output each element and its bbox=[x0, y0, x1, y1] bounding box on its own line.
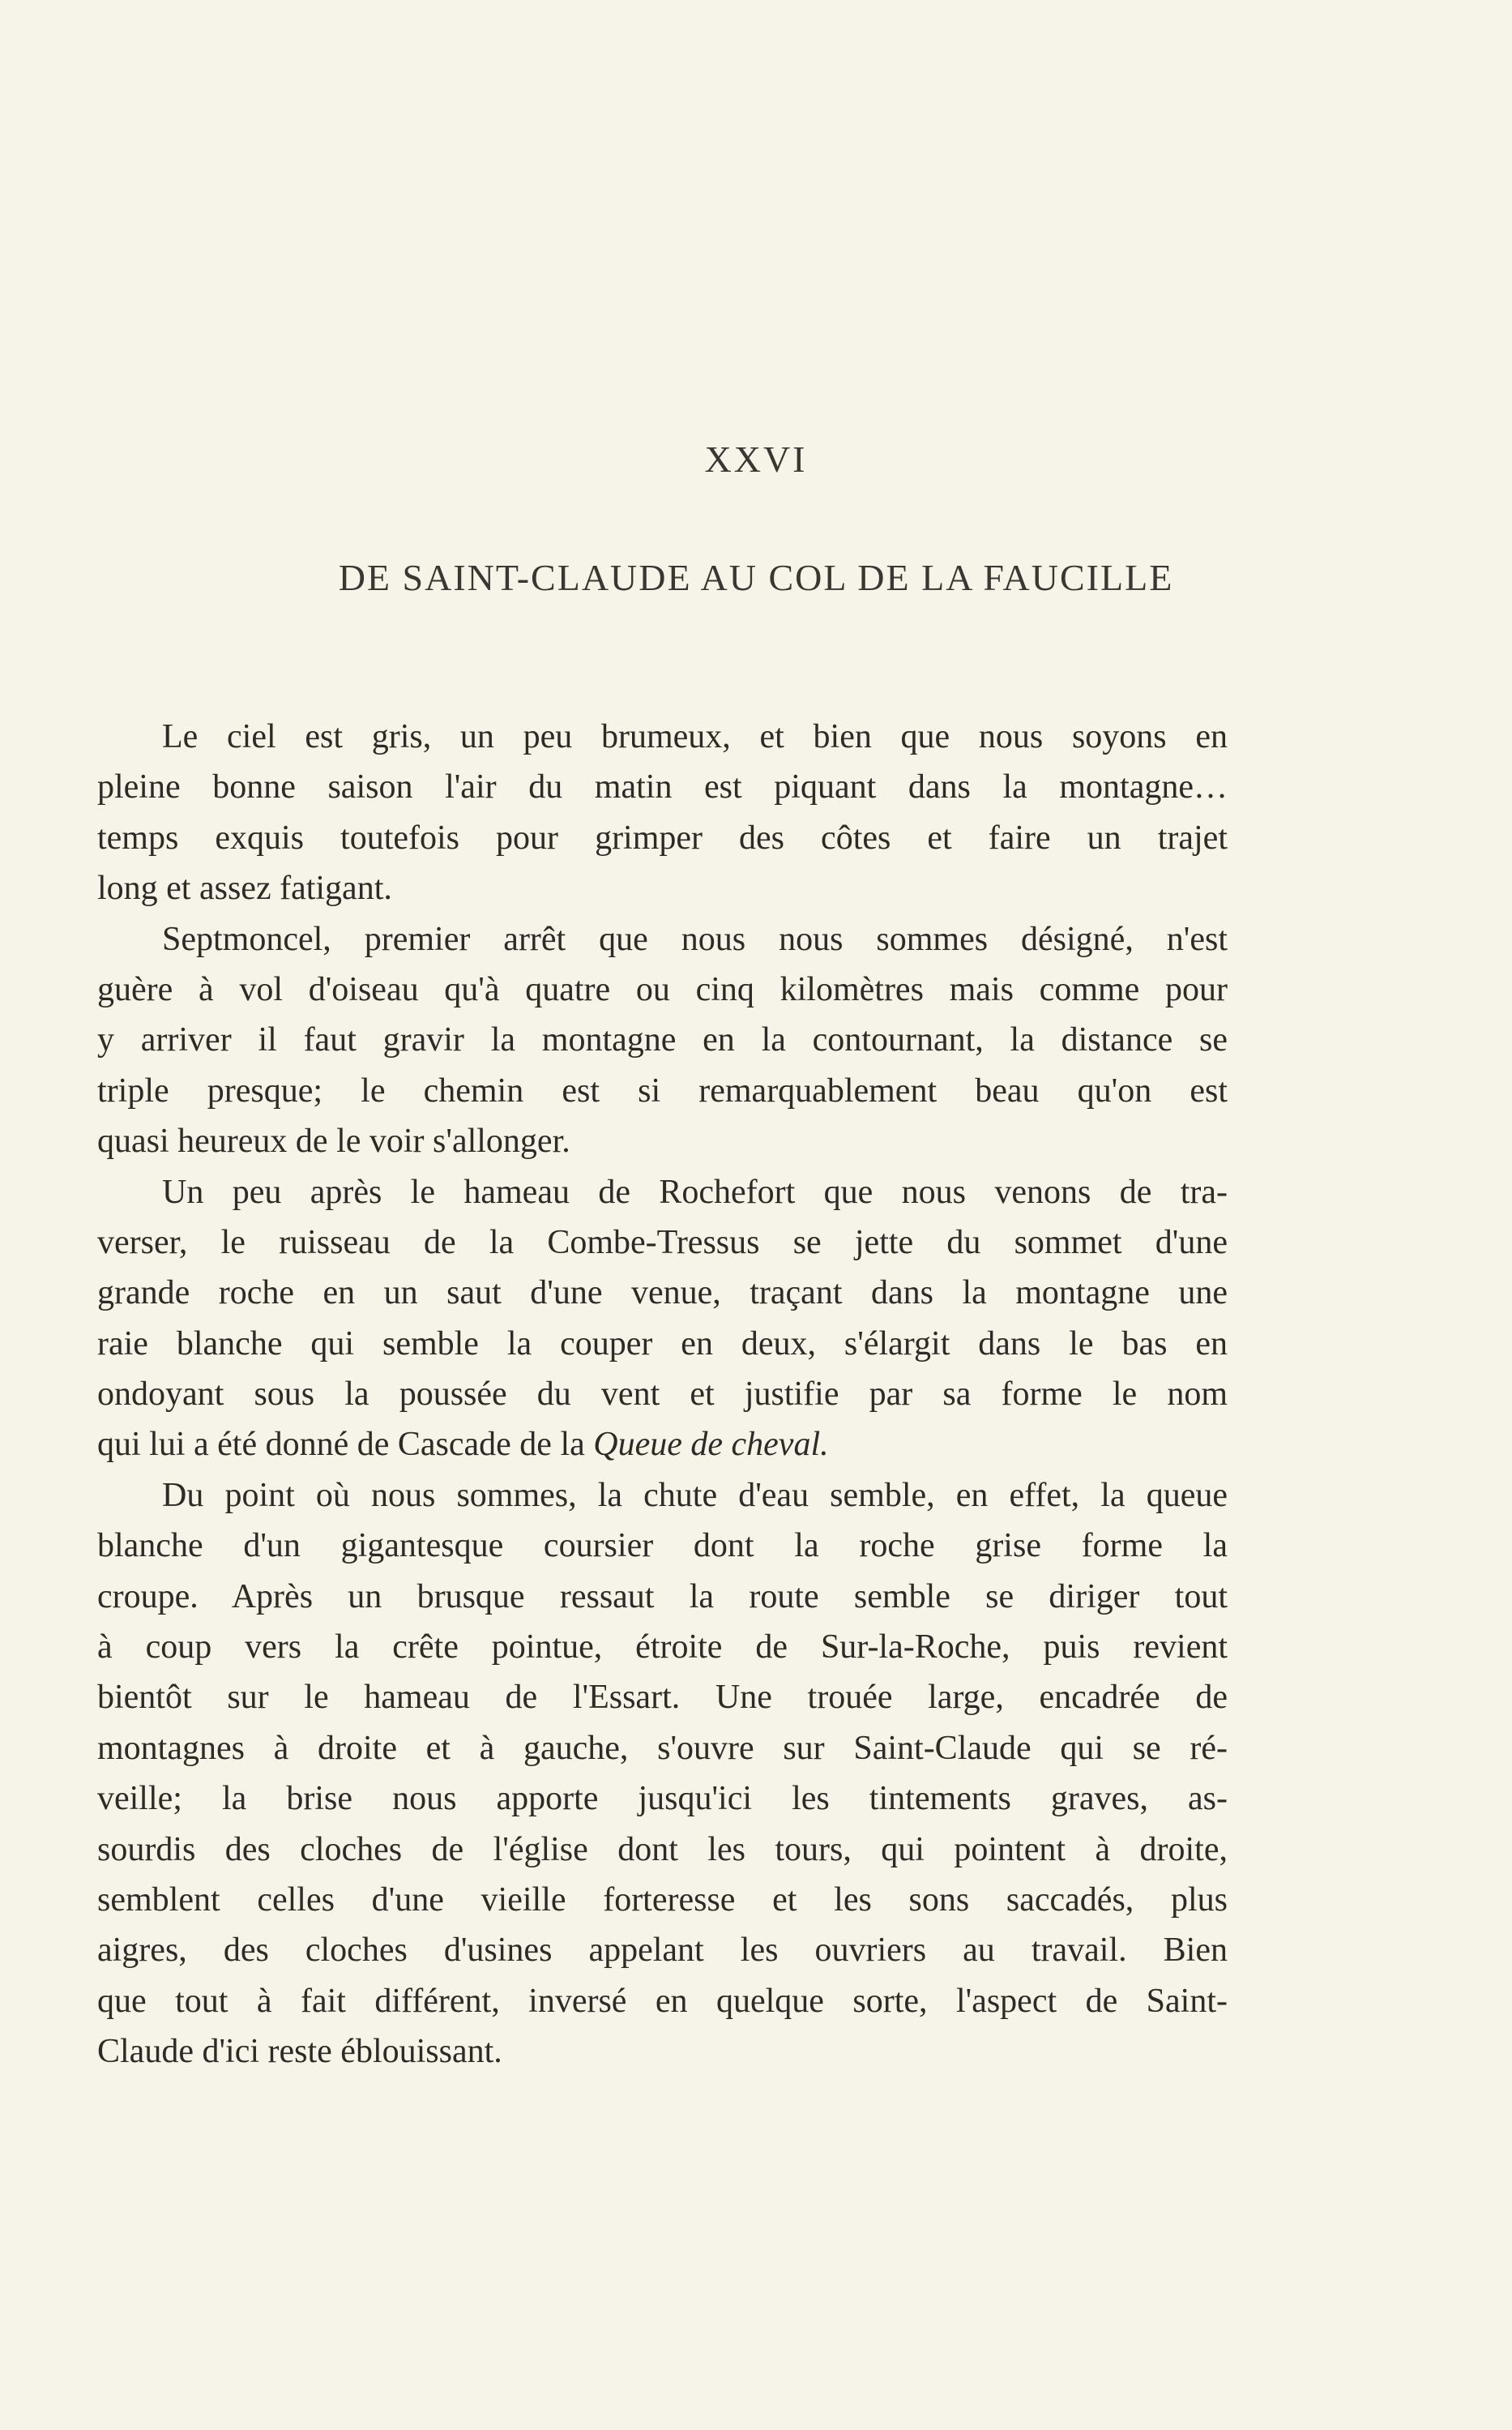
text-line: que tout à fait différent, inversé en quelque sorte, l'aspect de Saint- bbox=[97, 1982, 1228, 2020]
text-line: sourdis des cloches de l'église dont les tours, qui pointent à droite, bbox=[97, 1830, 1228, 1868]
text-line: Septmoncel, premier arrêt que nous nous sommes désigné, n'est bbox=[162, 920, 1228, 958]
text-line: guère à vol d'oiseau qu'à quatre ou cinq kilomètres mais comme pour bbox=[97, 970, 1228, 1008]
text-line: Un peu après le hameau de Rochefort que nous venons de tra- bbox=[162, 1173, 1228, 1211]
italic-title: Queue de cheval. bbox=[593, 1426, 829, 1464]
text-line: Du point où nous sommes, la chute d'eau semble, en effet, la queue bbox=[162, 1476, 1228, 1514]
text-line: veille; la brise nous apporte jusqu'ici les tintements graves, as- bbox=[97, 1780, 1228, 1818]
text-line: aigres, des cloches d'usines appelant les ouvriers au travail. Bien bbox=[97, 1932, 1228, 1970]
text-line: temps exquis toutefois pour grimper des côtes et faire un trajet bbox=[97, 819, 1228, 857]
text-line: quasi heureux de le voir s'allonger. bbox=[97, 1123, 570, 1161]
text-line: blanche d'un gigantesque coursier dont la roche grise forme la bbox=[97, 1527, 1228, 1565]
text-line: semblent celles d'une vieille forteresse et les sons saccadés, plus bbox=[97, 1880, 1228, 1919]
text-line: montagnes à droite et à gauche, s'ouvre sur Saint-Claude qui se ré- bbox=[97, 1729, 1228, 1767]
text-line: grande roche en un saut d'une venue, traçant dans la montagne une bbox=[97, 1274, 1228, 1312]
body-text bbox=[97, 712, 1228, 2077]
text-line: long et assez fatigant. bbox=[97, 870, 392, 908]
text-line: y arriver il faut gravir la montagne en la contournant, la distance se bbox=[97, 1021, 1228, 1059]
text-line: Claude d'ici reste éblouissant. bbox=[97, 2033, 502, 2071]
text-line: à coup vers la crête pointue, étroite de Sur-la-Roche, puis revient bbox=[97, 1628, 1228, 1666]
text-line: raie blanche qui semble la couper en deux, s'élargit dans le bas en bbox=[97, 1324, 1228, 1363]
text-line: bientôt sur le hameau de l'Essart. Une trouée large, encadrée de bbox=[97, 1679, 1228, 1717]
text-line: pleine bonne saison l'air du matin est piquant dans la montagne… bbox=[97, 768, 1228, 806]
chapter-title: DE SAINT-CLAUDE AU COL DE LA FAUCILLE bbox=[338, 557, 1174, 598]
text-line: croupe. Après un brusque ressaut la route semble se diriger tout bbox=[97, 1577, 1228, 1615]
text-line: Le ciel est gris, un peu brumeux, et bien que nous soyons en bbox=[162, 718, 1228, 755]
text-line: ondoyant sous la poussée du vent et justifie par sa forme le nom bbox=[97, 1375, 1228, 1414]
text-line: verser, le ruisseau de la Combe-Tressus se jette du sommet d'une bbox=[97, 1223, 1228, 1261]
text-line bbox=[97, 1419, 1228, 1470]
text-line-prefix: qui lui a été donné de Cascade de la bbox=[97, 1426, 594, 1464]
chapter-number: XXVI bbox=[704, 439, 808, 480]
text-line: triple presque; le chemin est si remarquablement beau qu'on est bbox=[97, 1072, 1228, 1110]
